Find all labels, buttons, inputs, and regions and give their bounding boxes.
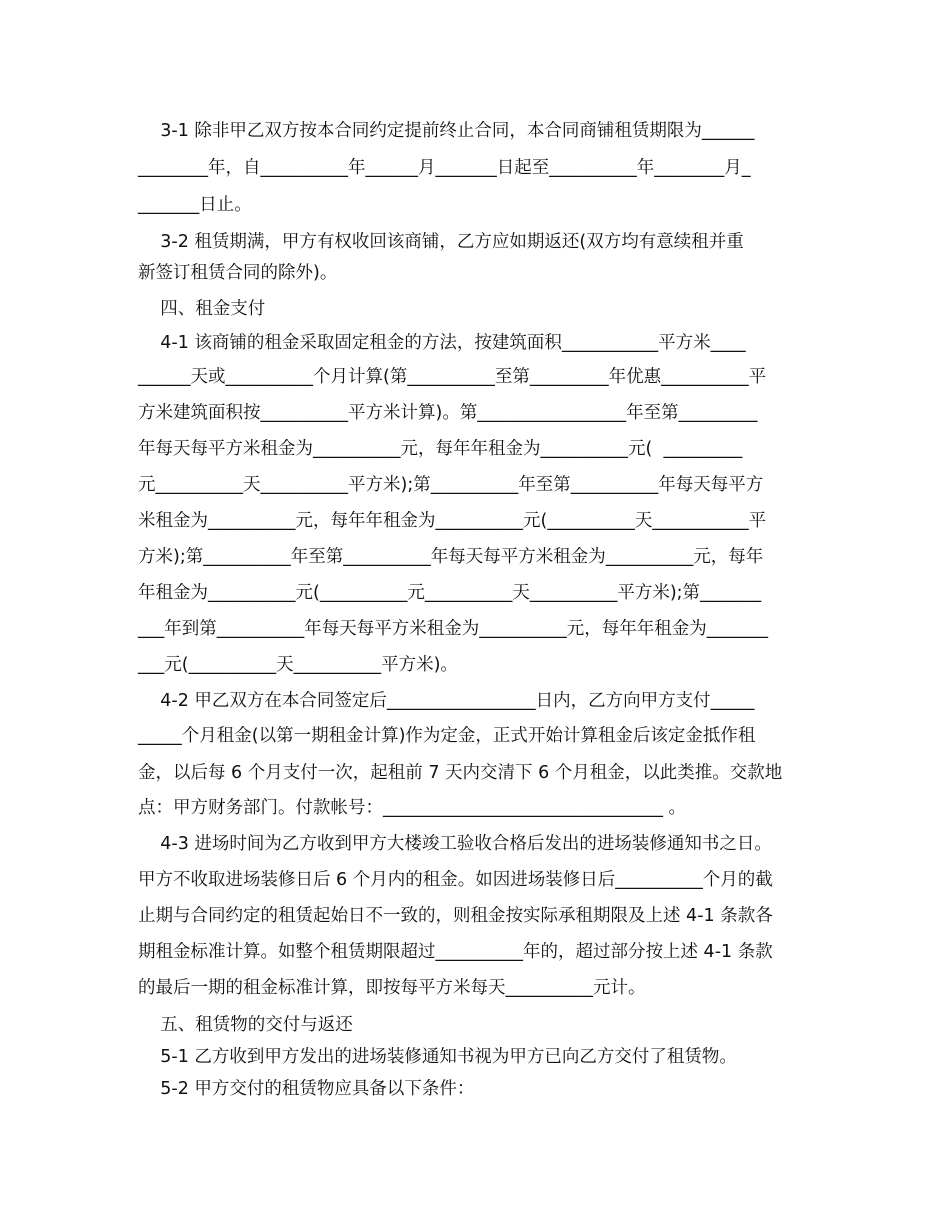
text-line: 5-1 乙方收到甲方发出的进场装修通知书视为甲方已向乙方交付了租赁物。 <box>138 1047 737 1067</box>
text-line: 方米建筑面积按__________平方米计算)。第_________________年至第_________ <box>138 403 758 423</box>
text-line: ___年到第__________年每天每平方米租金为__________元，每年年租金为_______ <box>138 619 768 639</box>
text-line: 4-2 甲乙双方在本合同签定后_________________日内，乙方向甲方支付_____ <box>138 691 755 711</box>
text-line: 新签订租赁合同的除外)。 <box>138 263 338 283</box>
text-line: ___元(__________天__________平方米)。 <box>138 655 458 675</box>
text-line: 4-3 进场时间为乙方收到甲方大楼竣工验收合格后发出的进场装修通知书之日。 <box>138 834 772 854</box>
text-line: 止期与合同约定的租赁起始日不一致的，则租金按实际承租期限及上述 4-1 条款各 <box>138 906 773 926</box>
section-heading: 四、租金支付 <box>138 299 266 319</box>
text-line: 点：甲方财务部门。付款帐号：________________________________ 。 <box>138 798 687 818</box>
text-line: 3-1 除非甲乙双方按本合同约定提前终止合同，本合同商铺租赁期限为______ <box>138 121 755 141</box>
text-line: 的最后一期的租金标准计算，即按每平方米每天__________元计。 <box>138 978 646 998</box>
text-line: 甲方不收取进场装修日后 6 个月内的租金。如因进场装修日后__________个月的截 <box>138 870 773 890</box>
text-line: 5-2 甲方交付的租赁物应具备以下条件： <box>138 1079 475 1099</box>
text-line: 方米);第__________年至第__________年每天每平方米租金为__________元，每年 <box>138 547 764 567</box>
text-line: 金，以后每 6 个月支付一次，起租前 7 天内交清下 6 个月租金，以此类推。交款地 <box>138 763 783 783</box>
section-heading: 五、租赁物的交付与返还 <box>138 1015 353 1035</box>
text-line: 米租金为__________元，每年年租金为__________元(__________天___________平 <box>138 511 767 531</box>
text-line: 3-2 租赁期满，甲方有权收回该商铺，乙方应如期返还(双方均有意续租并重 <box>138 232 744 252</box>
text-line: ________年，自__________年______月_______日起至__________年________月_ <box>138 158 751 178</box>
text-line: 年租金为__________元(__________元__________天__________平方米);第_______ <box>138 583 762 603</box>
text-line: 4-1 该商铺的租金采取固定租金的方法，按建筑面积___________平方米____ <box>138 333 746 353</box>
text-line: 年每天每平方米租金为__________元，每年年租金为__________元( _________ <box>138 439 743 459</box>
text-line: _______日止。 <box>138 195 252 215</box>
text-line: _____个月租金(以第一期租金计算)作为定金，正式开始计算租金后该定金抵作租 <box>138 726 756 746</box>
text-line: 期租金标准计算。如整个租赁期限超过__________年的，超过部分按上述 4-1 条款 <box>138 942 773 962</box>
text-line: ______天或__________个月计算(第__________至第_________年优惠__________平 <box>138 367 767 387</box>
text-line: 元__________天__________平方米);第__________年至第__________年每天每平方 <box>138 475 764 495</box>
